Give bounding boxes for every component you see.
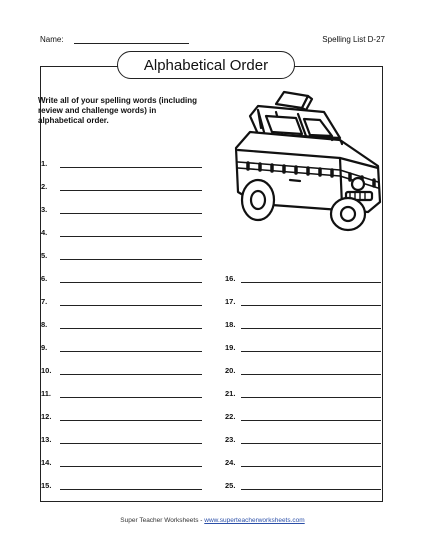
answer-write-line[interactable]: [60, 190, 202, 191]
answer-write-line[interactable]: [60, 259, 202, 260]
answer-write-line[interactable]: [241, 282, 381, 283]
answer-write-line[interactable]: [60, 489, 202, 490]
answer-write-line[interactable]: [241, 374, 381, 375]
answer-row: [41, 205, 202, 217]
answer-number: 5.: [41, 251, 48, 260]
answer-row: [225, 389, 381, 401]
instructions-text: Write all of your spelling words (including review and challenge words) in alphabetical order.: [38, 96, 197, 125]
answer-number: 3.: [41, 205, 48, 214]
answer-row: [41, 320, 202, 332]
answer-write-line[interactable]: [60, 328, 202, 329]
answer-row: [225, 435, 381, 447]
answer-number: 19.: [225, 343, 236, 352]
answer-number: 8.: [41, 320, 48, 329]
answer-number: 23.: [225, 435, 236, 444]
answer-write-line[interactable]: [241, 443, 381, 444]
taxi-cab-icon: [228, 88, 388, 233]
answer-row: [225, 481, 381, 493]
answer-number: 7.: [41, 297, 48, 306]
answer-number: 14.: [41, 458, 52, 467]
answer-row: [41, 366, 202, 378]
answer-number: 2.: [41, 182, 48, 191]
answer-row: [225, 412, 381, 424]
answer-row: [225, 297, 381, 309]
answer-write-line[interactable]: [241, 328, 381, 329]
answer-row: [41, 297, 202, 309]
answer-row: [41, 159, 202, 171]
answer-write-line[interactable]: [241, 397, 381, 398]
answer-number: 20.: [225, 366, 236, 375]
answer-write-line[interactable]: [60, 420, 202, 421]
answer-write-line[interactable]: [60, 443, 202, 444]
answer-row: [41, 435, 202, 447]
answer-write-line[interactable]: [60, 213, 202, 214]
answer-write-line[interactable]: [241, 466, 381, 467]
answer-row: [41, 251, 202, 263]
worksheet-title-text: Alphabetical Order: [143, 56, 269, 74]
answer-write-line[interactable]: [241, 305, 381, 306]
answer-number: 10.: [41, 366, 52, 375]
answer-row: [225, 366, 381, 378]
answer-row: [41, 182, 202, 194]
answer-row: [41, 481, 202, 493]
answer-number: 22.: [225, 412, 236, 421]
answer-number: 4.: [41, 228, 48, 237]
answer-row: [41, 412, 202, 424]
answer-write-line[interactable]: [60, 351, 202, 352]
answer-row: [41, 228, 202, 240]
answer-write-line[interactable]: [60, 374, 202, 375]
answer-number: 1.: [41, 159, 48, 168]
answer-number: 16.: [225, 274, 236, 283]
answer-row: [225, 343, 381, 355]
footer-brand: Super Teacher Worksheets: [120, 517, 199, 524]
answer-number: 12.: [41, 412, 52, 421]
answer-row: [225, 320, 381, 332]
worksheet-title: [117, 51, 295, 79]
footer: [0, 517, 425, 524]
answer-number: 18.: [225, 320, 236, 329]
answer-number: 17.: [225, 297, 236, 306]
answer-number: 24.: [225, 458, 236, 467]
answer-row: [41, 458, 202, 470]
answer-write-line[interactable]: [60, 167, 202, 168]
answer-write-line[interactable]: [241, 420, 381, 421]
footer-url-link[interactable]: www.superteacherworksheets.com: [204, 517, 305, 524]
answer-row: [41, 274, 202, 286]
name-label: Name:: [40, 35, 64, 44]
answer-number: 21.: [225, 389, 236, 398]
answer-row: [41, 389, 202, 401]
name-write-line[interactable]: [74, 43, 189, 44]
answer-row: [41, 343, 202, 355]
footer-separator: -: [200, 517, 203, 524]
answer-row: [225, 274, 381, 286]
answer-write-line[interactable]: [60, 236, 202, 237]
answer-write-line[interactable]: [60, 466, 202, 467]
answer-number: 25.: [225, 481, 236, 490]
spelling-list-label: Spelling List D-27: [322, 35, 385, 44]
answer-write-line[interactable]: [60, 305, 202, 306]
answer-write-line[interactable]: [60, 282, 202, 283]
answer-row: [225, 458, 381, 470]
answer-number: 13.: [41, 435, 52, 444]
answer-write-line[interactable]: [60, 397, 202, 398]
answer-write-line[interactable]: [241, 351, 381, 352]
worksheet-header: [40, 35, 385, 49]
answer-number: 15.: [41, 481, 52, 490]
answer-write-line[interactable]: [241, 489, 381, 490]
answer-number: 9.: [41, 343, 48, 352]
answer-number: 6.: [41, 274, 48, 283]
answer-number: 11.: [41, 389, 52, 398]
